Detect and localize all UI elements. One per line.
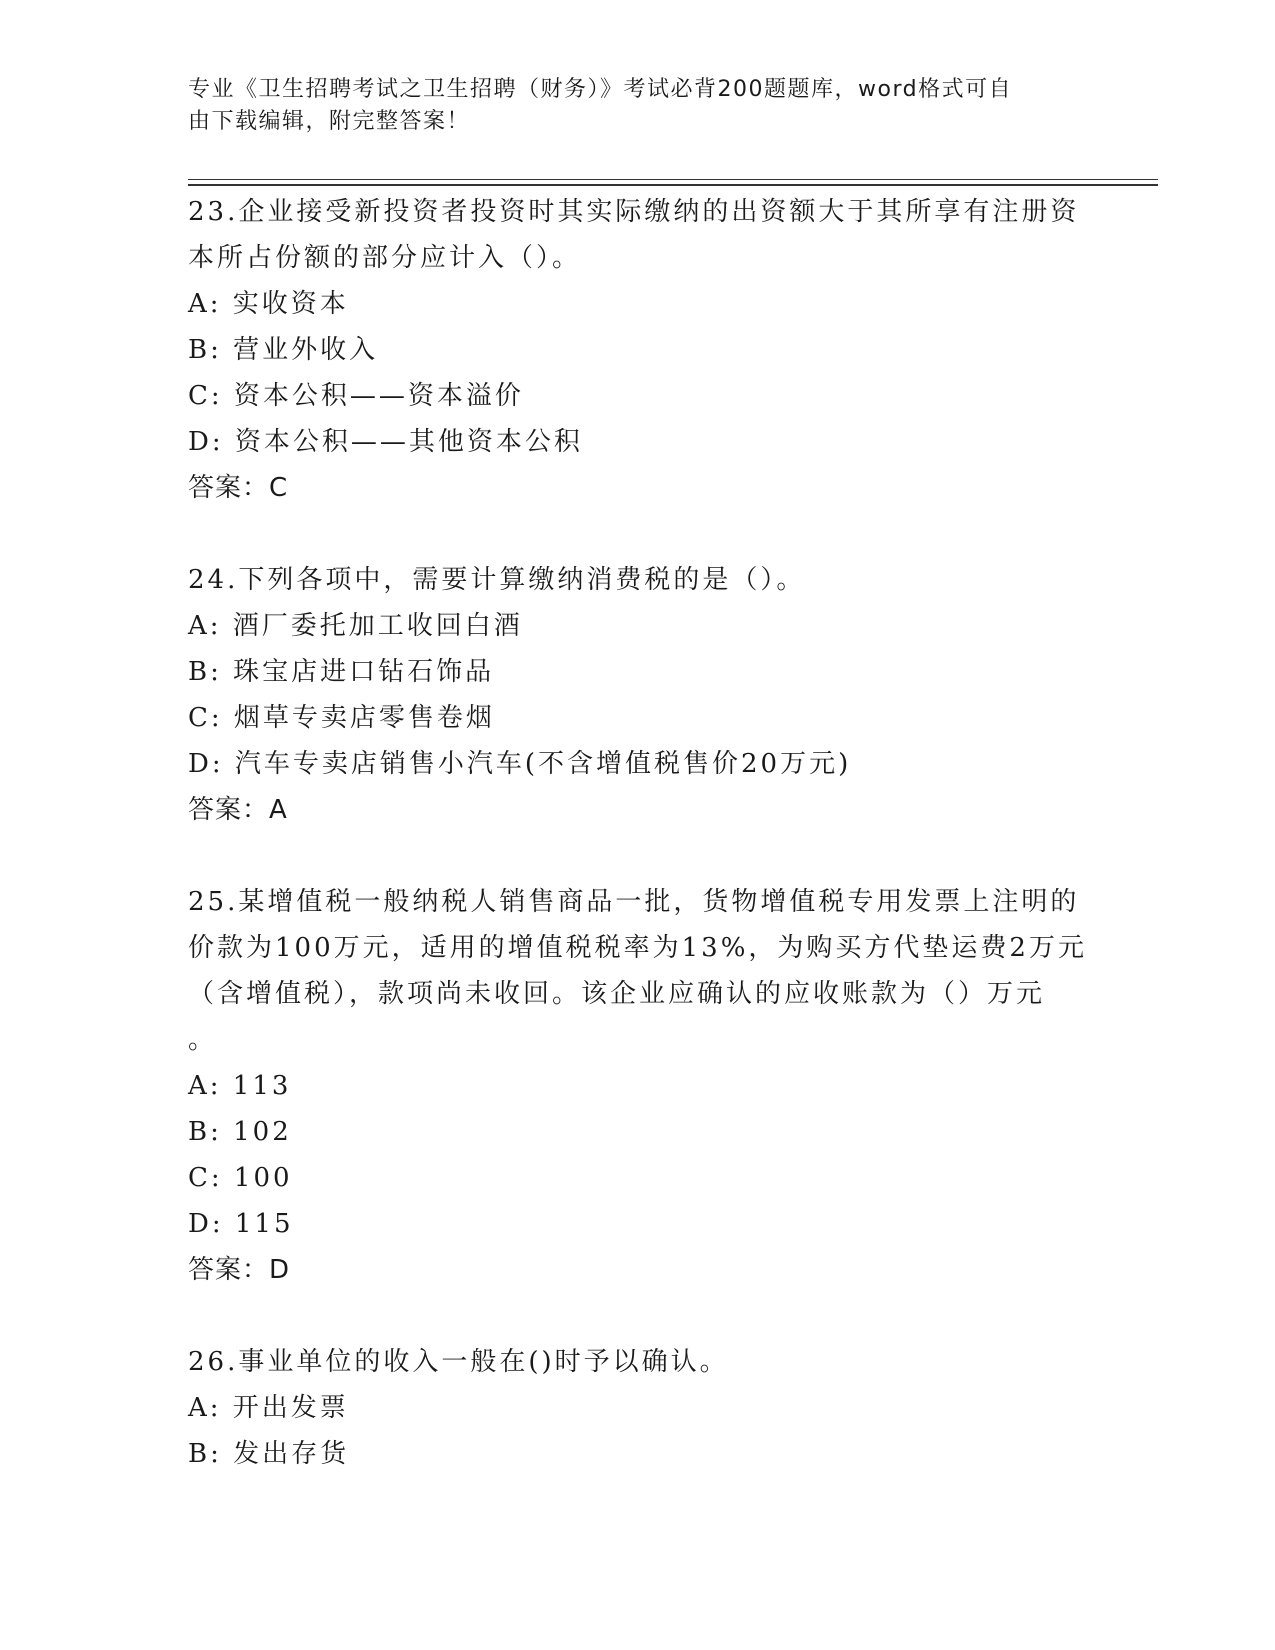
question-stem (188, 557, 1188, 603)
stem-line: 。 (188, 1025, 218, 1055)
option-b: B: 102 (188, 1117, 292, 1147)
question-list (188, 189, 1188, 1523)
header-divider-bottom (188, 184, 1158, 186)
option-a: A: 实收资本 (188, 289, 349, 319)
document-header (188, 74, 1068, 138)
option-c: C: 100 (188, 1163, 293, 1193)
option-d: D: 汽车专卖店销售小汽车(不含增值税售价20万元) (188, 749, 852, 779)
option-c: C: 资本公积——资本溢价 (188, 381, 524, 411)
option-a: A: 113 (188, 1071, 292, 1101)
question-stem (188, 1339, 1188, 1385)
question-23 (188, 189, 1188, 511)
option-a: A: 开出发票 (188, 1393, 349, 1423)
question-26 (188, 1339, 1188, 1477)
stem-line: （含增值税），款项尚未收回。该企业应确认的应收账款为（）万元 (188, 979, 1046, 1009)
answer-label: 答案：D (188, 1255, 291, 1285)
option-b: B: 发出存货 (188, 1439, 350, 1469)
question-24 (188, 557, 1188, 833)
stem-line: 本所占份额的部分应计入（）。 (188, 243, 582, 273)
option-b: B: 营业外收入 (188, 335, 379, 365)
option-d: D: 115 (188, 1209, 294, 1239)
option-d: D: 资本公积——其他资本公积 (188, 427, 583, 457)
header-divider-top (188, 179, 1158, 180)
stem-line: 23.企业接受新投资者投资时其实际缴纳的出资额大于其所享有注册资 (188, 197, 1080, 227)
question-stem (188, 879, 1188, 1063)
question-25 (188, 879, 1188, 1293)
option-c: C: 烟草专卖店零售卷烟 (188, 703, 495, 733)
header-line-2: 由下载编辑，附完整答案！ (188, 109, 471, 134)
stem-line: 26.事业单位的收入一般在()时予以确认。 (188, 1347, 729, 1377)
answer-label: 答案：A (188, 795, 288, 825)
option-b: B: 珠宝店进口钻石饰品 (188, 657, 495, 687)
option-a: A: 酒厂委托加工收回白酒 (188, 611, 523, 641)
question-stem (188, 189, 1188, 281)
stem-line: 24.下列各项中，需要计算缴纳消费税的是（）。 (188, 565, 806, 595)
stem-line: 价款为100万元，适用的增值税税率为13%，为购买方代垫运费2万元 (188, 933, 1087, 963)
header-line-1: 专业《卫生招聘考试之卫生招聘（财务）》考试必背200题题库，word格式可自 (188, 77, 1013, 102)
answer-label: 答案：C (188, 473, 289, 503)
stem-line: 25.某增值税一般纳税人销售商品一批，货物增值税专用发票上注明的 (188, 887, 1080, 917)
